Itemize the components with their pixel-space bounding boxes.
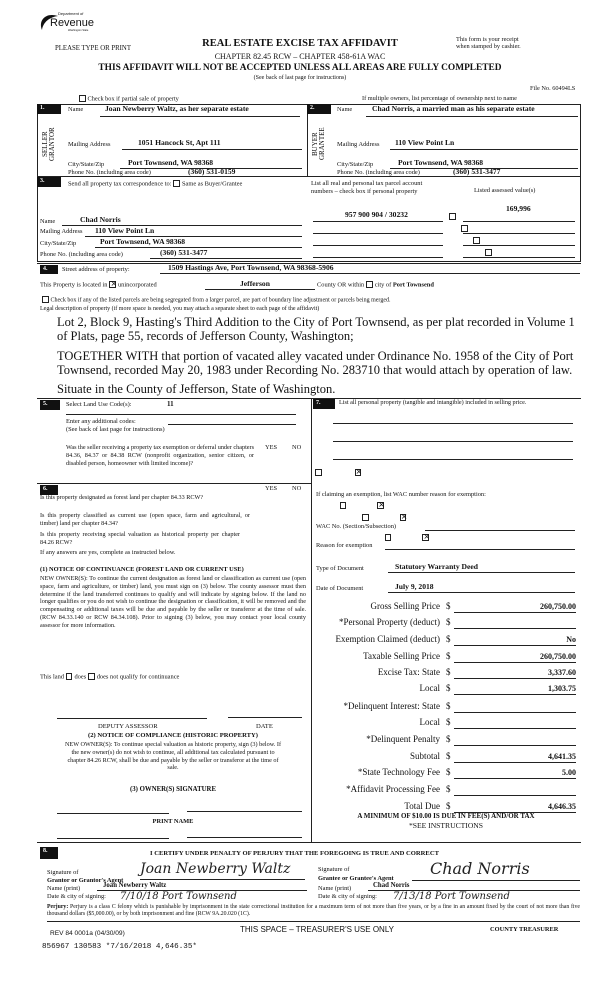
dollar-sign: $ [446,751,451,761]
print-name-label: PRINT NAME [152,818,194,825]
current-use-question: Is this property classified as current use (open space, farm and agricultural, or timber) land per chapter 84.34? [40,512,250,527]
financial-row [320,601,590,615]
financial-value[interactable]: 4,646.35 [454,802,576,813]
financial-label: Subtotal [409,751,440,761]
parcel-label: List all real and personal tax parcel account [311,180,423,187]
seller-name-label: Name [68,106,84,113]
dollar-sign: $ [446,683,451,693]
financial-label: Exemption Claimed (deduct) [335,634,440,644]
financial-label: Local [419,683,440,693]
date-label: DATE [256,723,273,730]
financial-row [320,701,590,715]
financial-label: Gross Selling Price [370,601,440,611]
grantee-sig-label: Signature of [318,866,350,873]
certify-statement: I CERTIFY UNDER PENALTY OF PERJURY THAT THE FOREGOING IS TRUE AND CORRECT [150,850,439,857]
dollar-sign: $ [446,667,451,677]
forest-land-question: Is this property designated as forest land per chapter 84.33 RCW? [40,494,204,501]
wac-label: WAC No. (Section/Subsection) [316,523,397,530]
does-not-checkbox[interactable] [88,673,95,680]
doc-date[interactable]: July 9, 2018 [395,582,434,591]
dollar-sign: $ [446,717,451,727]
dollar-sign: $ [446,701,451,711]
grantor-agent-label: Grantor or Grantor's Agent [47,877,124,884]
financial-value[interactable] [454,618,576,629]
financial-value[interactable]: No [454,635,576,646]
financial-label: Total Due [404,801,440,811]
legal-description-1: Lot 2, Block 9, Hasting's Third Addition to the City of Port Townsend, as per plat recorded in Volume 1 of Plats, page 55, records of Jefferson County, Washington; [57,315,575,344]
current-use-yes-checkbox[interactable] [362,514,369,521]
financial-value[interactable]: 260,750.00 [454,652,576,663]
legal-description-2: TOGETHER WITH that portion of vacated alley vacated under Ordinance No. 1958 of the City of Port Townsend, recorded May 20, 1983 under Recording No. 283710 that would attach by operation of law. [57,349,574,378]
grantor-date-city[interactable]: 7/10/18 Port Townsend [120,891,237,902]
personal-property-checkbox[interactable] [449,213,456,220]
seller-mail-label: Mailing Address [68,141,111,148]
financial-value[interactable]: 4,641.35 [454,752,576,763]
grantee-agent-label: Grantee or Grantee's Agent [318,875,394,882]
minimum-due-note: A MINIMUM OF $10.00 IS DUE IN FEE(S) AND/OR TAX [357,812,535,820]
deputy-assessor-label: DEPUTY ASSESSOR [98,723,158,730]
financial-row [320,751,590,765]
historical-question: Is this property receiving special valuation as historical property per chapter 84.26 RCW? [40,531,240,546]
grantor-date-label: Date & city of signing: [47,893,106,900]
reason-label: Reason for exemption [316,542,373,549]
corr-phone-label: Phone No. (including area code) [40,251,123,258]
form-warning: THIS AFFIDAVIT WILL NOT BE ACCEPTED UNLESS ALL AREAS ARE FULLY COMPLETED [98,63,502,73]
buyer-grantee-label: BUYER GRANTEE [311,127,326,161]
personal-property-checkbox[interactable] [473,237,480,244]
notice-continuance-title: (1) NOTICE OF CONTINUANCE (FOREST LAND OR CURRENT USE) [40,566,244,573]
dollar-sign: $ [446,617,451,627]
financial-row [320,717,590,731]
corr-name-label: Name [40,218,56,225]
form-chapter: CHAPTER 82.45 RCW – CHAPTER 458-61A WAC [214,52,386,61]
county-name[interactable]: Jefferson [240,279,270,288]
financial-value[interactable]: 1,303.75 [454,684,576,695]
financial-label: Local [419,717,440,727]
notice-compliance-text: NEW OWNER(S): To continue special valuation as historic property, sign (3) below. If the new owner(s) do not wish to continue, all additional tax calculated pursuant to chapter 84.26 RCW, shall be due and payable by the seller or transferor at the time of sale. [64,741,282,772]
city-checkbox[interactable] [366,281,373,288]
section-8-number: 8. [40,847,58,859]
section-4-number: 4. [40,265,58,274]
location-line: This Property is located in× unincorporated [40,281,157,289]
buyer-name-label: Name [337,106,353,113]
yes-header: YES [265,485,278,492]
see-back-note: (See back of last page for instructions) [253,75,347,81]
forest-no-checkbox[interactable] [377,502,384,509]
financial-label: *Delinquent Interest: State [343,701,440,711]
financial-label: *State Technology Fee [357,767,440,777]
forest-yes-checkbox[interactable] [340,502,347,509]
buyer-mail-label: Mailing Address [337,141,380,148]
notice-continuance-text: NEW OWNER(S): To continue the current designation as forest land or classification as current use (open space, farm and agriculture, or timber) land, you must sign on (3) below. The county assessor must then determine if the land transferred continues to qualify and will indicate by signing below. If the land no longer qualifies or you do not wish to continue the designation or classification, it will be removed and the compensating or additional taxes will be due and payable by the seller or transferor at the time of sale. (RCW 84.33.140 or RCW 84.34.108). Prior to signing (3) below, you may contact your local county assessor for more information. [40,575,306,629]
perjury-note: Perjury: Perjury is a class C felony which is punishable by imprisonment in the state correctional institution for a maximum term of not more than five years, or by a fine in an amount fixed by the court of not more than five thousand dollars ($5,000.00), or by both imprisonment and fine (RCW 9A.20.020 (1C). [47,904,580,918]
grantee-date-city[interactable]: 7/13/18 Port Townsend [393,891,510,902]
buyer-name[interactable]: Chad Norris, a married man as his separate estate [372,104,535,113]
parcel-number[interactable]: 957 900 904 / 30232 [345,210,408,219]
section-1-number: 1. [37,104,61,114]
parcel-label-2: numbers – check box if personal property [311,188,418,195]
partial-sale-checkbox[interactable]: Check box if partial sale of property [77,95,179,103]
segregated-checkbox[interactable]: Check box if any of the listed parcels are being segregated from a larger parcel, are part of boundary line adjustment or parcels being merged. [40,296,390,304]
financial-label: *Delinquent Penalty [366,734,440,744]
doc-date-label: Date of Document [316,585,364,592]
seller-phone[interactable]: (360) 531-0159 [188,167,236,176]
dollar-sign: $ [446,651,451,661]
corr-city[interactable]: Port Townsend, WA 98368 [100,237,186,246]
cashier-stamp: 856967 130583 *7/16/2018 4,646.35* [42,943,197,951]
corr-mail-label: Mailing Address [40,228,83,235]
exemption-question: Was the seller receiving a property tax exemption or deferral under chapters 84.36, 84.37 or 84.38 RCW (nonprofit organization, senior citizen, or disabled person, homeowner with limited income)? [66,444,254,467]
no-header: NO [292,485,302,492]
buyer-city[interactable]: Port Townsend, WA 98368 [398,158,484,167]
form-revision: REV 84 0001a (04/30/09) [50,930,125,937]
form-title: REAL ESTATE EXCISE TAX AFFIDAVIT [202,38,398,49]
type-or-print: PLEASE TYPE OR PRINT [55,45,131,52]
treasurer-space-label: THIS SPACE – TREASURER'S USE ONLY [240,925,395,934]
corr-city-label: City/State/Zip [40,240,77,247]
if-yes-note: If any answers are yes, complete as instructed below. [40,549,176,556]
corr-name[interactable]: Chad Norris [80,215,121,224]
dollar-sign: $ [446,767,451,777]
additional-codes-label: Enter any additional codes: [66,418,136,425]
multiple-owners-note: If multiple owners, list percentage of ownership next to name [362,95,517,102]
dollar-sign: $ [446,734,451,744]
notice-compliance-title: (2) NOTICE OF COMPLIANCE (HISTORIC PROPERTY) [88,732,258,739]
continuance-line: This land does does not qualify for continuance [40,673,180,681]
financial-row [320,617,590,631]
same-as-buyer-checkbox[interactable] [173,180,180,187]
seller-mail[interactable]: 1051 Hancock St, Apt 111 [138,138,221,147]
financial-label: Taxable Selling Price [363,651,440,661]
financial-row [320,734,590,748]
section-3-number: 3. [37,177,61,187]
no-header: NO [292,444,302,451]
unincorporated-checkbox[interactable] [109,281,116,288]
buyer-city-label: City/State/Zip [337,161,374,168]
grantor-sig-label: Signature of [47,869,79,876]
current-use-no-checkbox[interactable] [400,514,407,521]
financial-value[interactable] [454,785,576,796]
land-use-label: Select Land Use Code(s): [66,401,132,408]
financial-value[interactable]: 260,750.00 [454,602,576,613]
section-2-number: 2. [307,104,331,114]
seller-name[interactable]: Joan Newberry Waltz, as her separate estate [105,104,249,113]
financial-value[interactable]: 3,337.60 [454,668,576,679]
additional-codes-note: (See back of last page for instructions) [66,426,165,433]
financial-row [320,784,590,798]
buyer-mail[interactable]: 110 View Point Ln [395,138,455,147]
corr-phone[interactable]: (360) 531-3477 [160,248,208,257]
grantee-name-label: Name (print) [318,885,352,892]
corr-mail[interactable]: 110 View Point Ln [95,226,155,235]
receipt-note: This form is your receipt [456,36,519,43]
historical-yes-checkbox[interactable] [385,534,392,541]
dollar-sign: $ [446,601,451,611]
financial-row [320,667,590,681]
see-instructions: *SEE INSTRUCTIONS [408,821,484,830]
owner-signature-label: (3) OWNER(S) SIGNATURE [130,786,216,793]
city-line: County OR within city of Port Townsend [317,281,434,289]
legal-label: Legal description of property (if more space is needed, you may attach a separate sheet to each page of the affidavit) [40,306,320,312]
personal-property-label: List all personal property (tangible and intangible) included in selling price. [339,399,527,406]
doc-type-label: Type of Document [316,565,364,572]
exemption-yes-checkbox[interactable] [315,469,322,476]
yes-header: YES [265,444,278,451]
buyer-phone[interactable]: (360) 531-3477 [453,167,501,176]
financial-value[interactable] [454,735,576,746]
seller-phone-label: Phone No. (including area code) [68,169,151,176]
seller-grantor-label: SELLER GRANTOR [41,127,56,161]
section-7-number: 7. [313,399,335,409]
county-treasurer-label: COUNTY TREASURER [490,926,559,933]
checkbox-icon[interactable] [42,296,49,303]
does-checkbox[interactable] [66,673,73,680]
financial-label: *Personal Property (deduct) [339,617,440,627]
claiming-exemption-label: If claiming an exemption, list WAC number reason for exemption: [316,491,486,498]
grantor-name-label: Name (print) [47,885,81,892]
doc-type[interactable]: Statutory Warranty Deed [395,562,478,571]
grantee-date-label: Date & city of signing: [318,893,377,900]
grantor-signature[interactable]: Joan Newberry Waltz [140,861,291,877]
financial-value[interactable] [454,702,576,713]
personal-property-checkbox[interactable] [485,249,492,256]
checkbox-icon[interactable] [79,95,86,102]
financial-row [320,767,590,781]
property-street[interactable]: 1509 Hastings Ave, Port Townsend, WA 98368-5906 [168,263,334,272]
personal-property-checkbox[interactable] [461,225,468,232]
street-label: Street address of property: [62,266,130,273]
file-number: File No. 60494LS [530,85,576,92]
section-5-number: 5. [40,400,60,410]
financial-row [320,651,590,665]
financial-value[interactable]: 5.00 [454,768,576,779]
section-6-number: 6. [40,485,58,495]
seller-city-label: City/State/Zip [68,161,105,168]
historical-no-checkbox[interactable] [422,534,429,541]
receipt-note-2: when stamped by cashier. [456,43,521,50]
assessed-label: Listed assessed value(s) [474,187,536,194]
grantor-print-name[interactable]: Joan Newberry Waltz [103,882,167,889]
financial-label: *Affidavit Processing Fee [346,784,440,794]
dollar-sign: $ [446,634,451,644]
buyer-phone-label: Phone No. (including area code) [337,169,420,176]
exemption-no-checkbox[interactable] [355,469,362,476]
seller-city[interactable]: Port Townsend, WA 98368 [128,158,214,167]
assessed-value[interactable]: 169,996 [506,204,531,213]
legal-description-3: Situate in the County of Jefferson, State of Washington. [57,382,336,396]
financial-label: Excise Tax: State [377,667,440,677]
financial-value[interactable] [454,718,576,729]
land-use-code[interactable]: 11 [167,400,174,408]
grantee-print-name[interactable]: Chad Norris [373,882,410,889]
dollar-sign: $ [446,801,451,811]
dollar-sign: $ [446,784,451,794]
financial-row [320,634,590,648]
grantee-signature[interactable]: Chad Norris [430,859,530,878]
dor-logo: Department of Revenue Washington State [38,12,100,38]
financial-row [320,683,590,697]
correspondence-label: Send all property tax correspondence to: Same as Buyer/Grantee [68,180,243,188]
